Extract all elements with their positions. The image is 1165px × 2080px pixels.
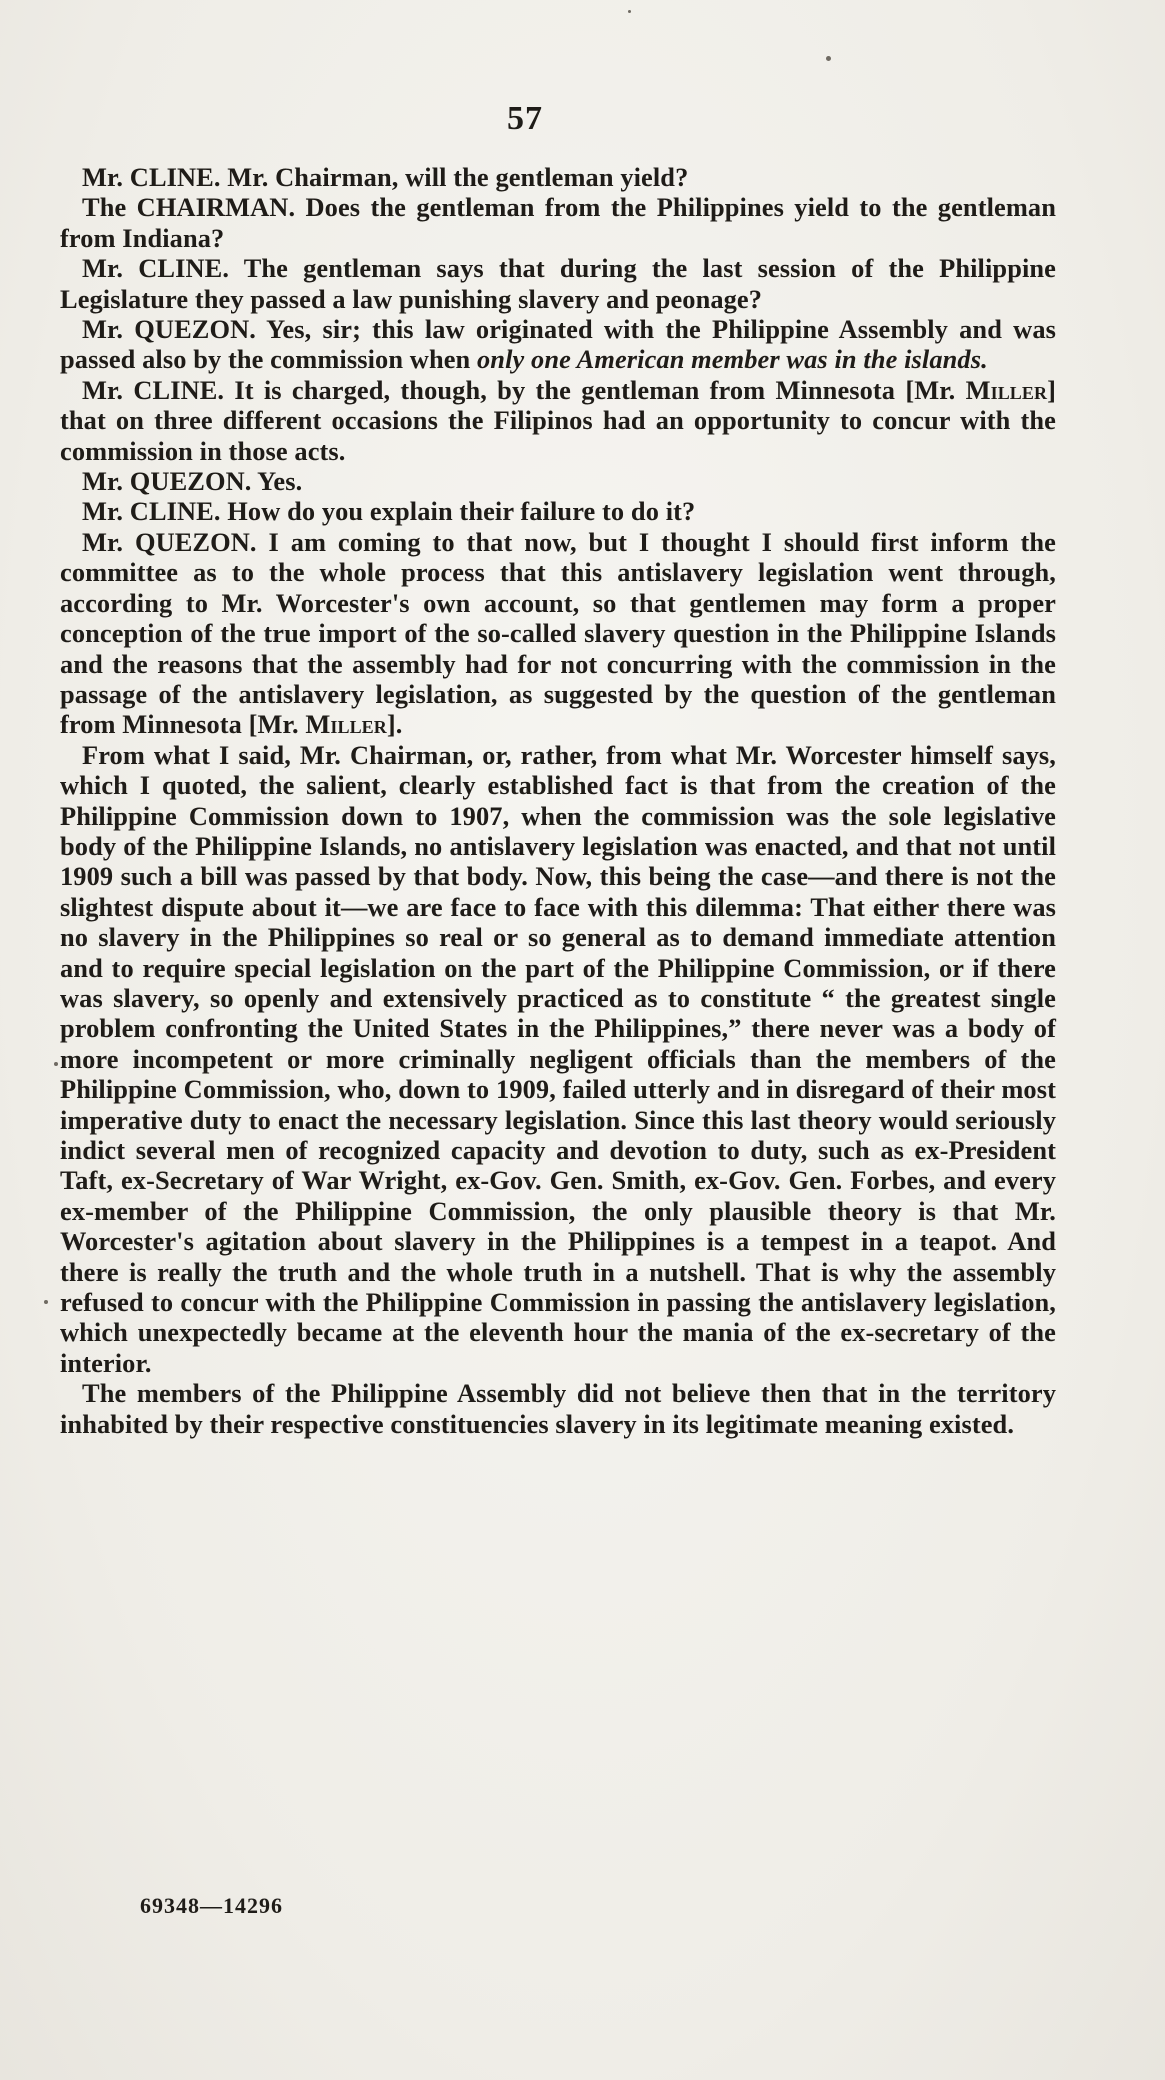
speaker-name: The CHAIRMAN. bbox=[82, 192, 296, 223]
paragraph-text-after: ]. bbox=[386, 709, 403, 740]
scan-speck bbox=[44, 1300, 48, 1304]
paragraph-9 bbox=[60, 740, 1056, 1379]
paragraph-3 bbox=[60, 253, 1056, 314]
page-number: 57 bbox=[507, 100, 543, 137]
member-name-smallcaps: Miller bbox=[965, 374, 1048, 405]
speaker-name: Mr. QUEZON. bbox=[82, 314, 256, 345]
paragraph-text: It is charged, though, by the gentleman from Minnesota [Mr. bbox=[224, 374, 966, 405]
paragraph-1 bbox=[60, 162, 1056, 192]
paragraph-text-after: ] that on three different occasions the Filipinos had an opportunity to concur with the commission in those acts. bbox=[60, 374, 1056, 466]
paragraph-text: How do you explain their failure to do it? bbox=[220, 496, 696, 527]
paragraph-text: The members of the Philippine Assembly did not believe then that in the territory inhabited by their respective constituencies slavery in its legitimate meaning existed. bbox=[60, 1378, 1056, 1439]
paragraph-8 bbox=[60, 527, 1056, 740]
speaker-name: Mr. QUEZON. bbox=[82, 526, 257, 557]
member-name-smallcaps: Miller bbox=[305, 709, 387, 740]
paragraph-text: Mr. Chairman, will the gentleman yield? bbox=[220, 162, 689, 192]
paragraph-italic-text: only one American member was in the islands. bbox=[477, 344, 988, 375]
speaker-name: Mr. CLINE. bbox=[82, 496, 221, 527]
paragraph-6 bbox=[60, 466, 1056, 496]
paragraph-text: Yes, sir; this law originated with the Philippine Assembly and was passed also by the commission when bbox=[60, 314, 1057, 375]
speaker-name: Mr. CLINE. bbox=[82, 374, 225, 405]
paragraph-4 bbox=[60, 314, 1056, 375]
speaker-name: Mr. QUEZON. bbox=[82, 466, 252, 497]
paragraph-7 bbox=[60, 496, 1056, 526]
paragraph-text: I am coming to that now, but I thought I should first inform the committee as to the whole process that this antislavery legislation went through, according to Mr. Worcester's own account, so that gentlemen may form a proper conception of the true import of the so-called slavery question in the Philippine Islands and the reasons that the assembly had for not concurring with the commission in the passage of the antislavery legislation, as suggested by the question of the gentleman from Minnesota [Mr. bbox=[60, 526, 1056, 740]
print-job-code: 69348—14296 bbox=[140, 1893, 283, 1918]
paragraph-text: Does the gentleman from the Philippines yield to the gentleman from Indiana? bbox=[60, 192, 1056, 253]
paragraph-text: The gentleman says that during the last session of the Philippine Legislature they passed a law punishing slavery and peonage? bbox=[60, 253, 1056, 314]
paragraph-5 bbox=[60, 375, 1056, 466]
speaker-name: Mr. CLINE. bbox=[82, 162, 221, 192]
scan-speck bbox=[826, 56, 831, 61]
body-text bbox=[60, 162, 1056, 1439]
paragraph-text: Yes. bbox=[251, 466, 303, 497]
paragraph-2 bbox=[60, 192, 1056, 253]
paragraph-10 bbox=[60, 1378, 1056, 1439]
scan-speck bbox=[54, 1062, 58, 1066]
speaker-name: Mr. CLINE. bbox=[82, 253, 230, 284]
scan-speck bbox=[628, 10, 631, 13]
paragraph-text: From what I said, Mr. Chairman, or, rather, from what Mr. Worcester himself says, which I quoted, the salient, clearly established fact is that from the creation of the Philippine Commission down to 1907, when the commission was the sole legislative body of the Philippine Islands, no antislavery legislation was enacted, and that not until 1909 such a bill was passed by that body. Now, this being the case—and there is not the slightest dispute about it—we are face to face with this dilemma: That either there was no slavery in the Philippines so real or so general as to demand immediate attention and to require special legislation on the part of the Philippine Commission, or if there was slavery, so openly and extensively practiced as to constitute “ the greatest single problem confronting the United States in the Philippines,” there never was a body of more incompetent or more criminally negligent officials than the members of the Philippine Commission, who, down to 1909, failed utterly and in disregard of their most imperative duty to enact the necessary legislation. Since this last theory would seriously indict several men of recognized capacity and devotion to duty, such as ex-President Taft, ex-Secretary of War Wright, ex-Gov. Gen. Smith, ex-Gov. Gen. Forbes, and every ex-member of the Philippine Commission, the only plausible theory is that Mr. Worcester's agitation about slavery in the Philippines is a tempest in a teapot. And there is really the truth and the whole truth in a nutshell. That is why the assembly refused to concur with the Philippine Commission in passing the antislavery legislation, which unexpectedly became at the eleventh hour the mania of the ex-secretary of the interior. bbox=[60, 739, 1056, 1378]
